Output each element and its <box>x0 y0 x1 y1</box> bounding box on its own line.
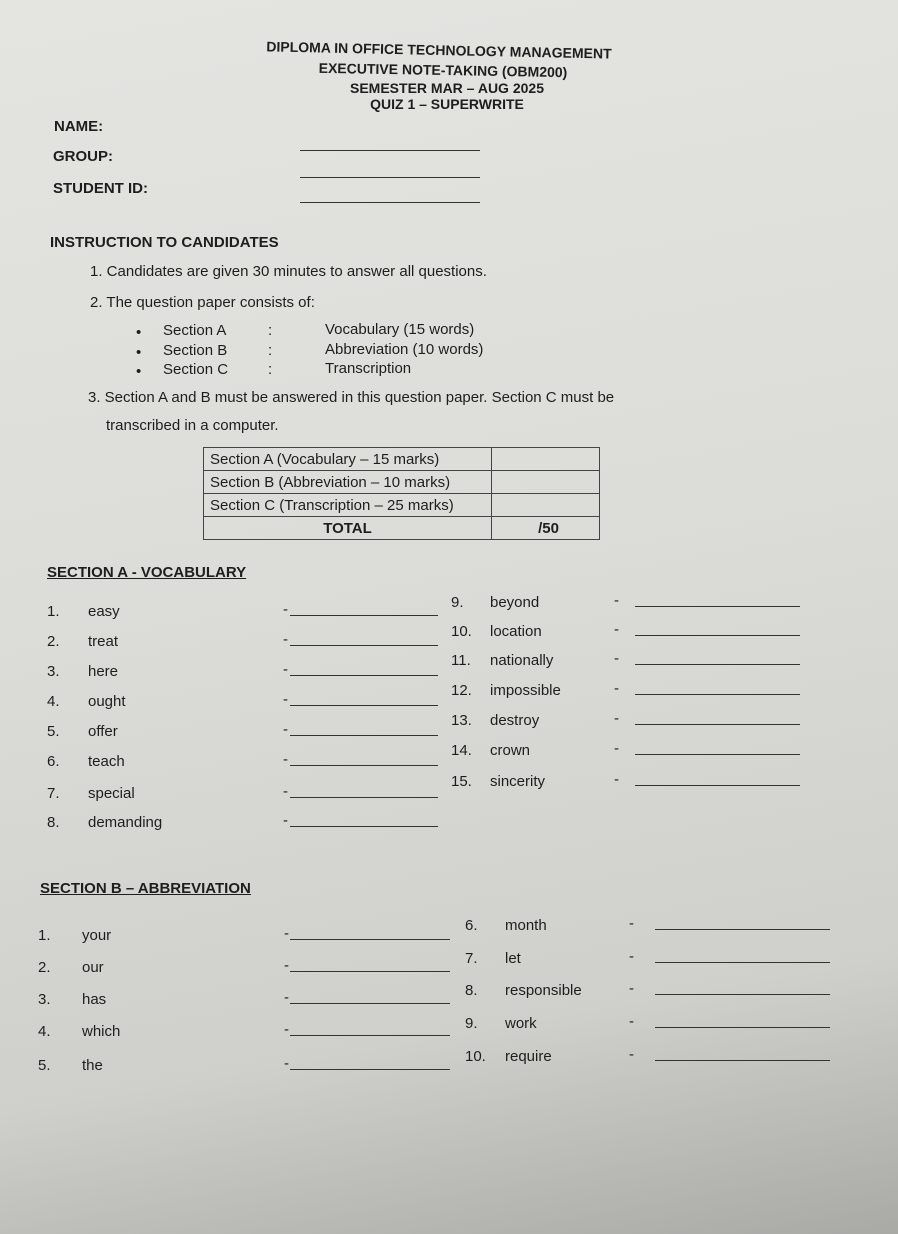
bullet-icon: • <box>136 363 142 380</box>
item-word: ought <box>88 693 126 710</box>
answer-field[interactable] <box>290 735 438 736</box>
answer-field[interactable] <box>635 664 800 665</box>
answer-field[interactable] <box>290 1003 450 1004</box>
marks-row-label: Section C (Transcription – 25 marks) <box>204 494 492 517</box>
item-word: beyond <box>490 594 540 611</box>
section-name: Section C <box>163 361 229 378</box>
item-number: 10. <box>451 623 472 640</box>
header-line-4: QUIZ 1 – SUPERWRITE <box>370 96 524 112</box>
item-dash: - <box>284 1055 289 1072</box>
instruction-3-cont: transcribed in a computer. <box>106 417 279 434</box>
answer-field[interactable] <box>290 939 450 940</box>
item-word: your <box>82 927 112 944</box>
item-number: 9. <box>465 1015 478 1032</box>
answer-field[interactable] <box>290 705 438 706</box>
item-word: treat <box>88 633 119 650</box>
section-desc: Abbreviation (10 words) <box>325 341 484 358</box>
marks-row-label: Section B (Abbreviation – 10 marks) <box>204 471 492 494</box>
item-word: demanding <box>88 814 163 831</box>
bullet-icon: • <box>136 344 142 361</box>
marks-cell[interactable] <box>492 471 600 494</box>
item-number: 1. <box>38 927 51 944</box>
section-desc: Vocabulary (15 words) <box>325 321 475 338</box>
item-word: require <box>505 1048 552 1065</box>
item-number: 13. <box>451 712 472 729</box>
item-dash: - <box>614 771 619 788</box>
item-dash: - <box>284 989 289 1006</box>
answer-field[interactable] <box>655 1027 830 1028</box>
item-number: 9. <box>451 594 464 611</box>
header-line-3: SEMESTER MAR – AUG 2025 <box>350 80 544 96</box>
item-dash: - <box>629 915 634 932</box>
item-number: 3. <box>38 991 51 1008</box>
item-word: special <box>88 785 135 802</box>
item-dash: - <box>629 1046 634 1063</box>
item-word: teach <box>88 753 125 770</box>
item-number: 8. <box>47 814 60 831</box>
instruction-1: 1. Candidates are given 30 minutes to answer all questions. <box>90 263 487 280</box>
item-dash: - <box>284 957 289 974</box>
section-name: Section A <box>163 322 227 339</box>
section-b-title: SECTION B – ABBREVIATION <box>40 880 251 897</box>
item-dash: - <box>283 631 288 648</box>
section-a-title: SECTION A - VOCABULARY <box>47 564 247 581</box>
item-number: 7. <box>465 950 478 967</box>
student-id-label: STUDENT ID: <box>53 180 148 197</box>
item-number: 7. <box>47 785 60 802</box>
name-field[interactable] <box>300 150 480 151</box>
item-word: crown <box>490 742 531 759</box>
item-dash: - <box>629 1013 634 1030</box>
section-colon: : <box>268 342 273 359</box>
answer-field[interactable] <box>290 645 438 646</box>
marks-cell[interactable] <box>492 494 600 517</box>
answer-field[interactable] <box>290 675 438 676</box>
item-number: 14. <box>451 742 472 759</box>
item-dash: - <box>614 680 619 697</box>
answer-field[interactable] <box>655 929 830 930</box>
bullet-icon: • <box>136 324 142 341</box>
student-id-field[interactable] <box>300 202 480 203</box>
item-number: 5. <box>38 1057 51 1074</box>
item-number: 5. <box>47 723 60 740</box>
item-dash: - <box>283 601 288 618</box>
answer-field[interactable] <box>635 635 800 636</box>
group-field[interactable] <box>300 177 480 178</box>
instructions-title: INSTRUCTION TO CANDIDATES <box>50 234 279 251</box>
item-number: 2. <box>38 959 51 976</box>
marks-table <box>203 447 600 540</box>
section-colon: : <box>268 361 273 378</box>
item-number: 1. <box>47 603 60 620</box>
item-word: easy <box>88 603 120 620</box>
item-word: the <box>82 1057 103 1074</box>
header-line-1: DIPLOMA IN OFFICE TECHNOLOGY MANAGEMENT <box>266 38 612 62</box>
item-number: 4. <box>38 1023 51 1040</box>
item-word: let <box>505 950 521 967</box>
item-word: work <box>505 1015 537 1032</box>
item-word: here <box>88 663 119 680</box>
item-word: impossible <box>490 682 561 699</box>
total-label: TOTAL <box>204 517 492 540</box>
item-dash: - <box>283 661 288 678</box>
item-word: offer <box>88 723 118 740</box>
item-dash: - <box>283 721 288 738</box>
answer-field[interactable] <box>290 1035 450 1036</box>
item-dash: - <box>614 592 619 609</box>
name-label: NAME: <box>54 118 104 135</box>
item-dash: - <box>629 948 634 965</box>
item-dash: - <box>629 980 634 997</box>
item-dash: - <box>284 925 289 942</box>
section-colon: : <box>268 322 273 339</box>
item-dash: - <box>614 650 619 667</box>
answer-field[interactable] <box>290 971 450 972</box>
item-number: 11. <box>451 652 471 669</box>
answer-field[interactable] <box>290 797 438 798</box>
item-number: 6. <box>47 753 60 770</box>
item-number: 10. <box>465 1048 486 1065</box>
answer-field[interactable] <box>290 826 438 827</box>
item-number: 2. <box>47 633 60 650</box>
item-number: 8. <box>465 982 478 999</box>
item-dash: - <box>284 1021 289 1038</box>
item-dash: - <box>614 710 619 727</box>
answer-field[interactable] <box>290 615 438 616</box>
answer-field[interactable] <box>635 606 800 607</box>
item-dash: - <box>283 751 288 768</box>
answer-field[interactable] <box>655 1060 830 1061</box>
item-number: 6. <box>465 917 478 934</box>
item-word: responsible <box>505 982 582 999</box>
group-label: GROUP: <box>53 148 113 165</box>
item-word: location <box>490 623 542 640</box>
item-dash: - <box>283 812 288 829</box>
marks-row-label: Section A (Vocabulary – 15 marks) <box>204 448 492 471</box>
item-word: our <box>82 959 104 976</box>
item-word: sincerity <box>490 773 546 790</box>
item-number: 3. <box>47 663 60 680</box>
answer-field[interactable] <box>290 1069 450 1070</box>
answer-field[interactable] <box>655 962 830 963</box>
item-word: month <box>505 917 547 934</box>
header-line-2: EXECUTIVE NOTE-TAKING (OBM200) <box>318 59 568 81</box>
answer-field[interactable] <box>290 765 438 766</box>
item-number: 4. <box>47 693 60 710</box>
item-dash: - <box>614 621 619 638</box>
item-number: 15. <box>451 773 472 790</box>
item-word: which <box>82 1023 121 1040</box>
section-name: Section B <box>163 342 228 359</box>
section-desc: Transcription <box>325 360 412 377</box>
answer-field[interactable] <box>635 754 800 755</box>
instruction-3: 3. Section A and B must be answered in this question paper. Section C must be <box>88 389 615 406</box>
item-word: destroy <box>490 712 540 729</box>
answer-field[interactable] <box>635 785 800 786</box>
answer-field[interactable] <box>635 724 800 725</box>
item-dash: - <box>283 691 288 708</box>
item-dash: - <box>614 740 619 757</box>
item-word: has <box>82 991 107 1008</box>
item-dash: - <box>283 783 288 800</box>
item-word: nationally <box>490 652 554 669</box>
marks-cell[interactable] <box>492 448 600 471</box>
answer-field[interactable] <box>635 694 800 695</box>
item-number: 12. <box>451 682 472 699</box>
total-value: /50 <box>492 517 600 540</box>
instruction-2: 2. The question paper consists of: <box>90 294 315 311</box>
answer-field[interactable] <box>655 994 830 995</box>
